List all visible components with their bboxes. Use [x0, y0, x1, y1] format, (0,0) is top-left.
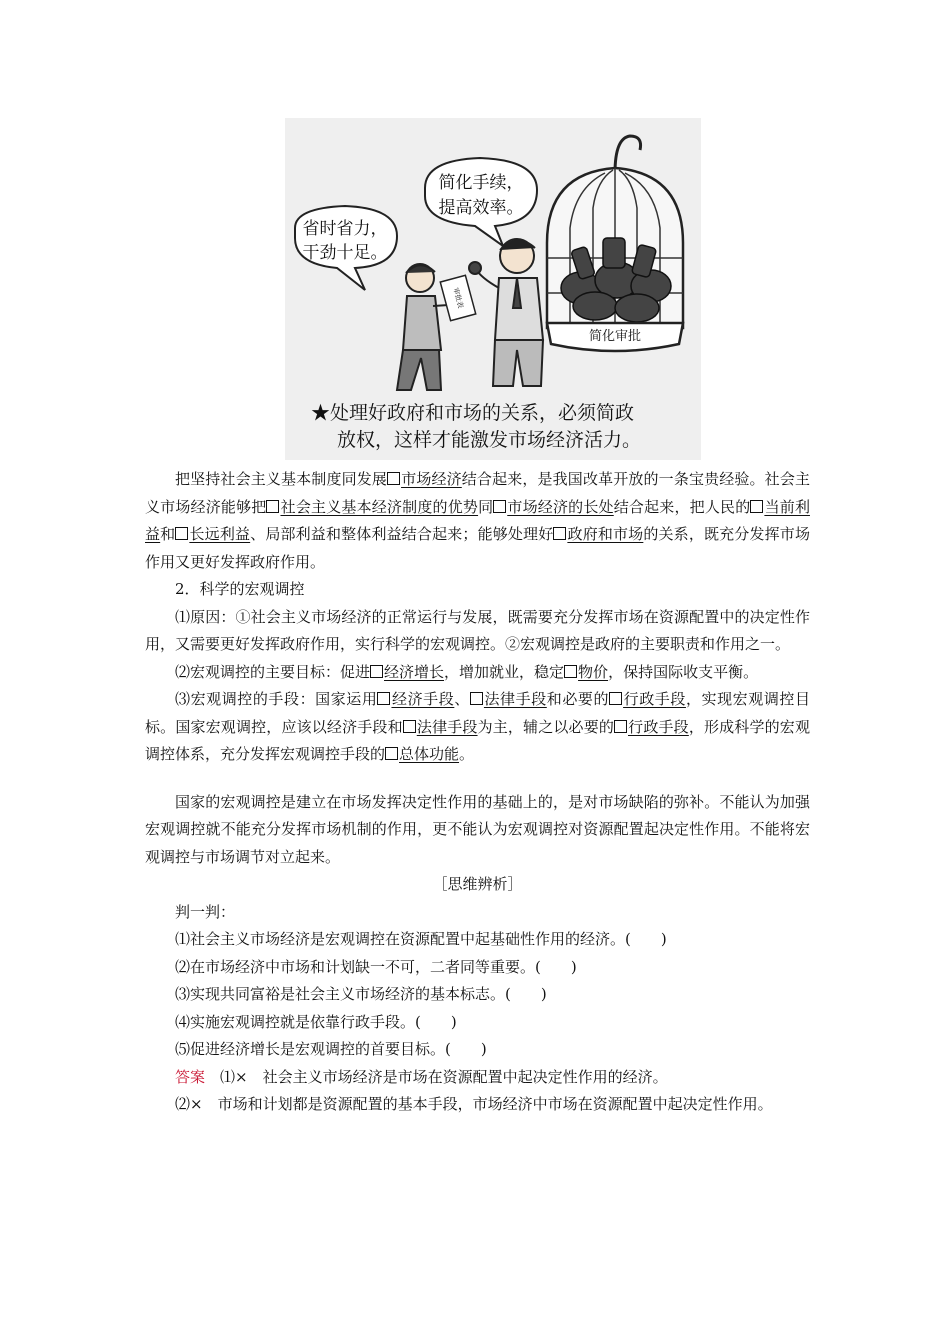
fill-blank	[403, 718, 478, 736]
blank-box	[564, 665, 577, 678]
caption-line-2: 放权，这样才能激发市场经济活力。	[337, 429, 642, 451]
text-segment: 把坚持社会主义基本制度同发展	[175, 470, 388, 488]
bubble-right-line1: 简化手续，	[438, 173, 524, 193]
blank-box	[175, 527, 188, 540]
cartoon-figure	[285, 118, 701, 460]
blank-box	[266, 500, 279, 513]
fill-blank-text: 当前利益	[145, 497, 810, 543]
paragraph-market-economy	[145, 466, 810, 576]
fill-blank	[470, 690, 547, 708]
fill-blank	[493, 498, 613, 516]
blank-box	[553, 527, 566, 540]
fill-blank-text: 法律手段	[483, 690, 547, 708]
note-paragraph: 国家的宏观调控是建立在市场发挥决定性作用的基础上的，是对市场缺陷的弥补。不能认为加强宏观调控就不能充分发挥市场机制的作用，更不能认为宏观调控对资源配置起决定性作用。不能将宏观调控与市场调节对立起来。	[145, 792, 810, 866]
approval-form-label: 审批表	[451, 286, 465, 310]
text-segment: 同	[478, 497, 494, 516]
fill-blank-text: 行政手段	[628, 717, 689, 736]
fill-blank	[553, 525, 643, 543]
text-segment: ⑵宏观调控的主要目标：促进	[175, 662, 371, 681]
judge-item: ⑷实施宏观调控就是依靠行政手段。( )	[175, 1012, 457, 1031]
text-segment: 和必要的	[546, 690, 610, 708]
blank-box	[750, 500, 763, 513]
fill-blank-text: 社会主义基本经济制度的优势	[280, 497, 479, 516]
cage-label: 简化审批	[588, 329, 642, 344]
blank-box	[609, 692, 622, 705]
page	[145, 118, 810, 1119]
thinking-prompt: 判一判：	[175, 902, 236, 921]
blank-box	[614, 720, 627, 733]
text-segment: ，形成科学的宏观调控体系，充分发挥宏观调控手段的	[145, 717, 810, 763]
fill-blank	[614, 718, 689, 736]
item-reason: ⑴原因：①社会主义市场经济的正常运行与发展，既需要充分发挥市场在资源配置中的决定性作用，又需要更好发挥政府作用，实行科学的宏观调控。②宏观调控是政府的主要职责和作用之一。	[145, 607, 810, 653]
text-segment: 的关系，既充分发挥市场作用又更好发挥政府作用。	[145, 525, 810, 571]
fill-blank-text: 经济增长	[384, 662, 445, 681]
fill-blank	[564, 663, 608, 681]
bubble-right-line2: 提高效率。	[438, 198, 524, 218]
fill-blank-text: 长远利益	[189, 525, 251, 543]
judge-item: ⑴社会主义市场经济是宏观调控在资源配置中起基础性作用的经济。( )	[175, 930, 667, 948]
text-segment: 和	[160, 525, 176, 543]
item-goals	[145, 659, 810, 687]
fill-blank-text: 总体功能	[399, 745, 460, 763]
figure-caption	[311, 400, 691, 454]
answer-line-1	[145, 1064, 810, 1092]
fill-blank-text: 经济手段	[391, 690, 455, 708]
text-segment: ⑶宏观调控的手段：国家运用	[175, 690, 378, 708]
spacer	[145, 769, 810, 789]
fill-blank	[370, 663, 444, 681]
answer-text: ⑴× 社会主义市场经济是市场在资源配置中起决定性作用的经济。	[205, 1067, 668, 1086]
fill-blank-text: 市场经济的长处	[507, 497, 614, 516]
fill-blank	[175, 525, 250, 543]
blank-box	[370, 665, 383, 678]
blank-box	[385, 747, 398, 760]
fill-blank-text: 法律手段	[416, 717, 478, 736]
stamps-pile	[561, 238, 671, 322]
cartoon-illustration	[285, 118, 701, 408]
fill-blank-text: 市场经济	[401, 470, 462, 488]
text-segment: 、	[454, 690, 470, 708]
text-segment: 。	[459, 745, 475, 763]
fill-blank-text: 物价	[578, 662, 609, 681]
blank-box	[493, 500, 506, 513]
fill-blank-text: 政府和市场	[567, 525, 644, 543]
judge-item: ⑶实现共同富裕是社会主义市场经济的基本标志。( )	[175, 985, 547, 1003]
bubble-left-line2: 干劲十足。	[302, 243, 388, 263]
text-segment: 、局部利益和整体利益结合起来；能够处理好	[250, 525, 554, 543]
blank-box	[387, 472, 400, 485]
judge-item: ⑵在市场经济中市场和计划缺一不可，二者同等重要。( )	[175, 957, 577, 976]
text-segment: 为主，辅之以必要的	[477, 717, 615, 736]
section-heading: 2．科学的宏观调控	[175, 580, 305, 598]
fill-blank-text: 行政手段	[623, 690, 686, 708]
blank-box	[403, 720, 416, 733]
official-figure	[469, 239, 543, 386]
fill-blank	[609, 690, 686, 708]
fill-blank	[377, 690, 454, 708]
text-segment: 结合起来，是我国改革开放的一条宝贵经验。社会主义市场经济能够把	[145, 470, 810, 516]
item-means	[145, 686, 810, 769]
answer-label: 答案	[175, 1067, 206, 1086]
fill-blank	[266, 498, 478, 516]
fill-blank	[387, 470, 462, 488]
caption-line-1: ★处理好政府和市场的关系，必须简政	[311, 402, 635, 424]
bubble-left-line1: 省时省力，	[302, 219, 388, 239]
answer-line-2: ⑵× 市场和计划都是资源配置的基本手段，市场经济中市场在资源配置中起决定性作用。	[175, 1095, 773, 1113]
text-segment: ，增加就业，稳定	[444, 662, 565, 681]
fill-blank	[385, 745, 459, 763]
judge-item: ⑸促进经济增长是宏观调控的首要目标。( )	[175, 1040, 487, 1058]
text-segment: ，实现宏观调控目标。国家宏观调控，应该以经济手段和	[145, 690, 810, 736]
approval-form	[440, 275, 475, 320]
blank-box	[470, 692, 483, 705]
blank-box	[377, 692, 390, 705]
text-segment: ，保持国际收支平衡。	[608, 662, 759, 681]
thinking-title: ［思维辨析］	[432, 875, 523, 893]
text-segment: 结合起来，把人民的	[613, 497, 751, 516]
